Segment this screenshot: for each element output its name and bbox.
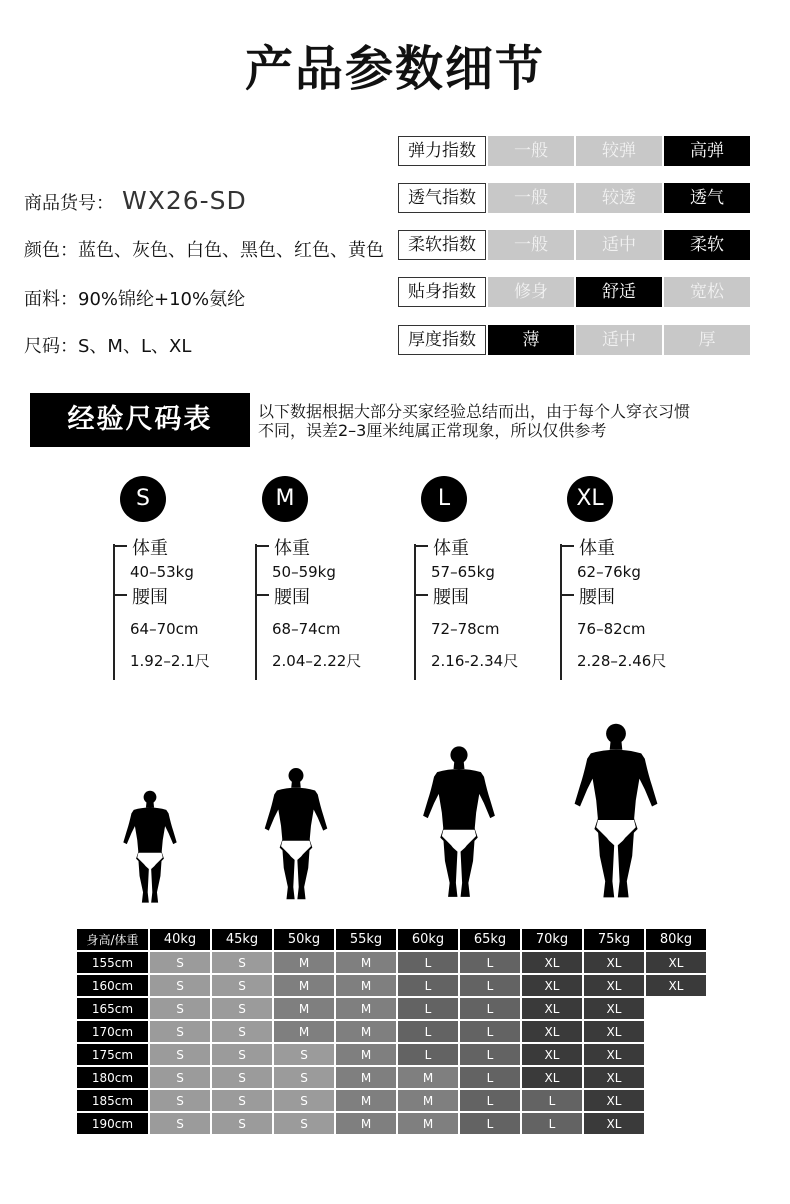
rating-label: 透气指数 (398, 183, 486, 213)
waist-cm: 64–70cm (130, 620, 199, 638)
color-spec: 颜色：蓝色、灰色、白色、黑色、红色、黄色 (24, 240, 384, 261)
table-cell: XL (584, 975, 644, 996)
weight-header: 40kg (150, 929, 210, 950)
size-spec: 尺码：S、M、L、XL (24, 336, 192, 357)
size-badge: L (421, 476, 467, 522)
table-cell: L (460, 1090, 520, 1111)
table-cell: XL (522, 975, 582, 996)
bracket-tick (414, 545, 428, 547)
table-row (77, 1090, 706, 1111)
table-cell: L (398, 952, 458, 973)
size-badge: M (262, 476, 308, 522)
waist-label: 腰围 (433, 587, 469, 608)
table-cell-empty (646, 1113, 706, 1134)
weight-label: 体重 (274, 538, 310, 559)
table-cell: XL (584, 998, 644, 1019)
size-guide-s (120, 476, 265, 682)
table-cell: S (212, 1090, 272, 1111)
rating-label: 弹力指数 (398, 136, 486, 166)
bracket-tick (560, 594, 574, 596)
table-cell: S (274, 1044, 334, 1065)
rating-option: 较弹 (576, 136, 662, 166)
bracket-tick (255, 594, 269, 596)
table-cell: L (460, 1044, 520, 1065)
table-row (77, 1067, 706, 1088)
table-body (77, 952, 706, 1134)
table-cell: M (336, 1090, 396, 1111)
table-cell-empty (646, 1044, 706, 1065)
height-header: 160cm (77, 975, 148, 996)
table-cell: S (212, 1113, 272, 1134)
waist-chi: 2.16-2.34尺 (431, 652, 519, 670)
rating-fit (398, 277, 750, 307)
height-header: 180cm (77, 1067, 148, 1088)
rating-option: 宽松 (664, 277, 750, 307)
table-cell: XL (522, 1067, 582, 1088)
bracket-line (113, 544, 115, 680)
table-cell: S (212, 1067, 272, 1088)
size-guide-xl (567, 476, 712, 682)
body-figure-xl (571, 716, 661, 906)
waist-chi: 1.92–2.1尺 (130, 652, 210, 670)
waist-cm: 68–74cm (272, 620, 341, 638)
rating-option: 厚 (664, 325, 750, 355)
table-cell: L (522, 1113, 582, 1134)
height-header: 165cm (77, 998, 148, 1019)
experience-note (258, 402, 778, 440)
weight-label: 体重 (433, 538, 469, 559)
size-chart-table (75, 927, 708, 1136)
bracket-tick (560, 545, 574, 547)
rating-label: 柔软指数 (398, 230, 486, 260)
weight-header: 75kg (584, 929, 644, 950)
weight-range: 50–59kg (272, 563, 336, 581)
rating-option: 一般 (488, 136, 574, 166)
weight-header: 70kg (522, 929, 582, 950)
table-cell: S (274, 1067, 334, 1088)
table-cell: L (398, 998, 458, 1019)
bracket-tick (113, 545, 127, 547)
table-cell: XL (584, 952, 644, 973)
table-cell: S (150, 1090, 210, 1111)
table-cell: L (460, 1067, 520, 1088)
waist-label: 腰围 (132, 587, 168, 608)
waist-chi: 2.28–2.46尺 (577, 652, 667, 670)
experience-note-line: 以下数据根据大部分买家经验总结而出，由于每个人穿衣习惯 (258, 402, 691, 421)
table-cell: L (460, 1021, 520, 1042)
table-cell: L (522, 1090, 582, 1111)
table-cell: S (150, 998, 210, 1019)
size-badge: S (120, 476, 166, 522)
table-cell: S (274, 1113, 334, 1134)
experience-size-badge: 经验尺码表 (30, 393, 250, 447)
table-cell: XL (584, 1113, 644, 1134)
table-cell: S (150, 975, 210, 996)
bracket-tick (414, 594, 428, 596)
product-code-label: 商品货号： (24, 193, 114, 214)
fabric-spec: 面料：90%锦纶+10%氨纶 (24, 289, 246, 310)
table-cell: L (460, 1113, 520, 1134)
table-cell: S (150, 1113, 210, 1134)
table-cell: M (274, 952, 334, 973)
bracket-line (414, 544, 416, 680)
rating-option: 一般 (488, 230, 574, 260)
table-row (77, 1113, 706, 1134)
table-cell: M (336, 952, 396, 973)
table-cell: S (212, 1021, 272, 1042)
weight-range: 40–53kg (130, 563, 194, 581)
table-corner-header: 身高/体重 (77, 929, 148, 950)
table-cell: S (150, 1044, 210, 1065)
size-badge: XL (567, 476, 613, 522)
bracket-tick (255, 545, 269, 547)
bracket-tick (113, 594, 127, 596)
waist-chi: 2.04–2.22尺 (272, 652, 362, 670)
rating-option-selected: 高弹 (664, 136, 750, 166)
rating-label: 贴身指数 (398, 277, 486, 307)
rating-label: 厚度指数 (398, 325, 486, 355)
height-header: 155cm (77, 952, 148, 973)
table-row (77, 975, 706, 996)
weight-header: 80kg (646, 929, 706, 950)
table-cell: M (398, 1067, 458, 1088)
table-cell: XL (646, 952, 706, 973)
table-cell: XL (584, 1067, 644, 1088)
rating-option-selected: 薄 (488, 325, 574, 355)
table-cell: M (398, 1113, 458, 1134)
height-header: 185cm (77, 1090, 148, 1111)
height-header: 175cm (77, 1044, 148, 1065)
table-cell-empty (646, 1067, 706, 1088)
table-cell: S (212, 998, 272, 1019)
table-cell: XL (522, 1021, 582, 1042)
waist-cm: 72–78cm (431, 620, 500, 638)
table-cell-empty (646, 1090, 706, 1111)
table-cell: M (336, 1021, 396, 1042)
experience-note-line: 不同，误差2–3厘米纯属正常现象，所以仅供参考 (258, 421, 607, 440)
table-cell: XL (522, 952, 582, 973)
table-cell: S (150, 1067, 210, 1088)
table-cell: XL (522, 1044, 582, 1065)
bracket-line (255, 544, 257, 680)
body-figure-m (262, 762, 330, 906)
table-header-row (77, 929, 706, 950)
waist-label: 腰围 (579, 587, 615, 608)
table-cell: S (212, 952, 272, 973)
rating-option: 一般 (488, 183, 574, 213)
table-cell: M (398, 1090, 458, 1111)
table-row (77, 1044, 706, 1065)
weight-header: 50kg (274, 929, 334, 950)
table-cell: XL (584, 1044, 644, 1065)
table-cell: S (212, 975, 272, 996)
product-code (24, 186, 247, 215)
waist-cm: 76–82cm (577, 620, 646, 638)
table-cell: M (274, 975, 334, 996)
rating-softness (398, 230, 750, 260)
size-guide-m (262, 476, 407, 682)
table-cell: S (274, 1090, 334, 1111)
body-figure-l (420, 738, 498, 906)
table-row (77, 952, 706, 973)
table-cell: M (336, 1044, 396, 1065)
table-cell: M (336, 1113, 396, 1134)
product-code-value: WX26-SD (122, 186, 247, 215)
table-cell-empty (646, 1021, 706, 1042)
rating-option-selected: 舒适 (576, 277, 662, 307)
weight-label: 体重 (579, 538, 615, 559)
table-cell: S (150, 952, 210, 973)
rating-breathability (398, 183, 750, 213)
weight-header: 45kg (212, 929, 272, 950)
weight-range: 57–65kg (431, 563, 495, 581)
table-cell: L (398, 1021, 458, 1042)
table-cell: M (336, 998, 396, 1019)
table-row (77, 1021, 706, 1042)
table-cell: XL (646, 975, 706, 996)
rating-option: 较透 (576, 183, 662, 213)
weight-header: 55kg (336, 929, 396, 950)
table-cell: XL (522, 998, 582, 1019)
table-cell: L (398, 975, 458, 996)
rating-option: 适中 (576, 230, 662, 260)
table-cell: L (460, 975, 520, 996)
weight-range: 62–76kg (577, 563, 641, 581)
weight-header: 65kg (460, 929, 520, 950)
height-header: 170cm (77, 1021, 148, 1042)
rating-option-selected: 透气 (664, 183, 750, 213)
table-cell: XL (584, 1090, 644, 1111)
table-cell: L (398, 1044, 458, 1065)
rating-option-selected: 柔软 (664, 230, 750, 260)
rating-option: 适中 (576, 325, 662, 355)
table-cell: S (150, 1021, 210, 1042)
bracket-line (560, 544, 562, 680)
page-title: 产品参数细节 (244, 41, 545, 97)
weight-header: 60kg (398, 929, 458, 950)
size-guide-l (421, 476, 566, 682)
table-cell: XL (584, 1021, 644, 1042)
waist-label: 腰围 (274, 587, 310, 608)
table-cell: M (336, 975, 396, 996)
table-cell: S (212, 1044, 272, 1065)
rating-option: 修身 (488, 277, 574, 307)
table-cell: L (460, 952, 520, 973)
table-cell-empty (646, 998, 706, 1019)
height-header: 190cm (77, 1113, 148, 1134)
rating-elasticity (398, 136, 750, 166)
table-row (77, 998, 706, 1019)
body-figure-s (121, 788, 179, 906)
weight-label: 体重 (132, 538, 168, 559)
table-cell: M (274, 1021, 334, 1042)
rating-thickness (398, 325, 750, 355)
table-cell: M (274, 998, 334, 1019)
table-cell: M (336, 1067, 396, 1088)
table-cell: L (460, 998, 520, 1019)
